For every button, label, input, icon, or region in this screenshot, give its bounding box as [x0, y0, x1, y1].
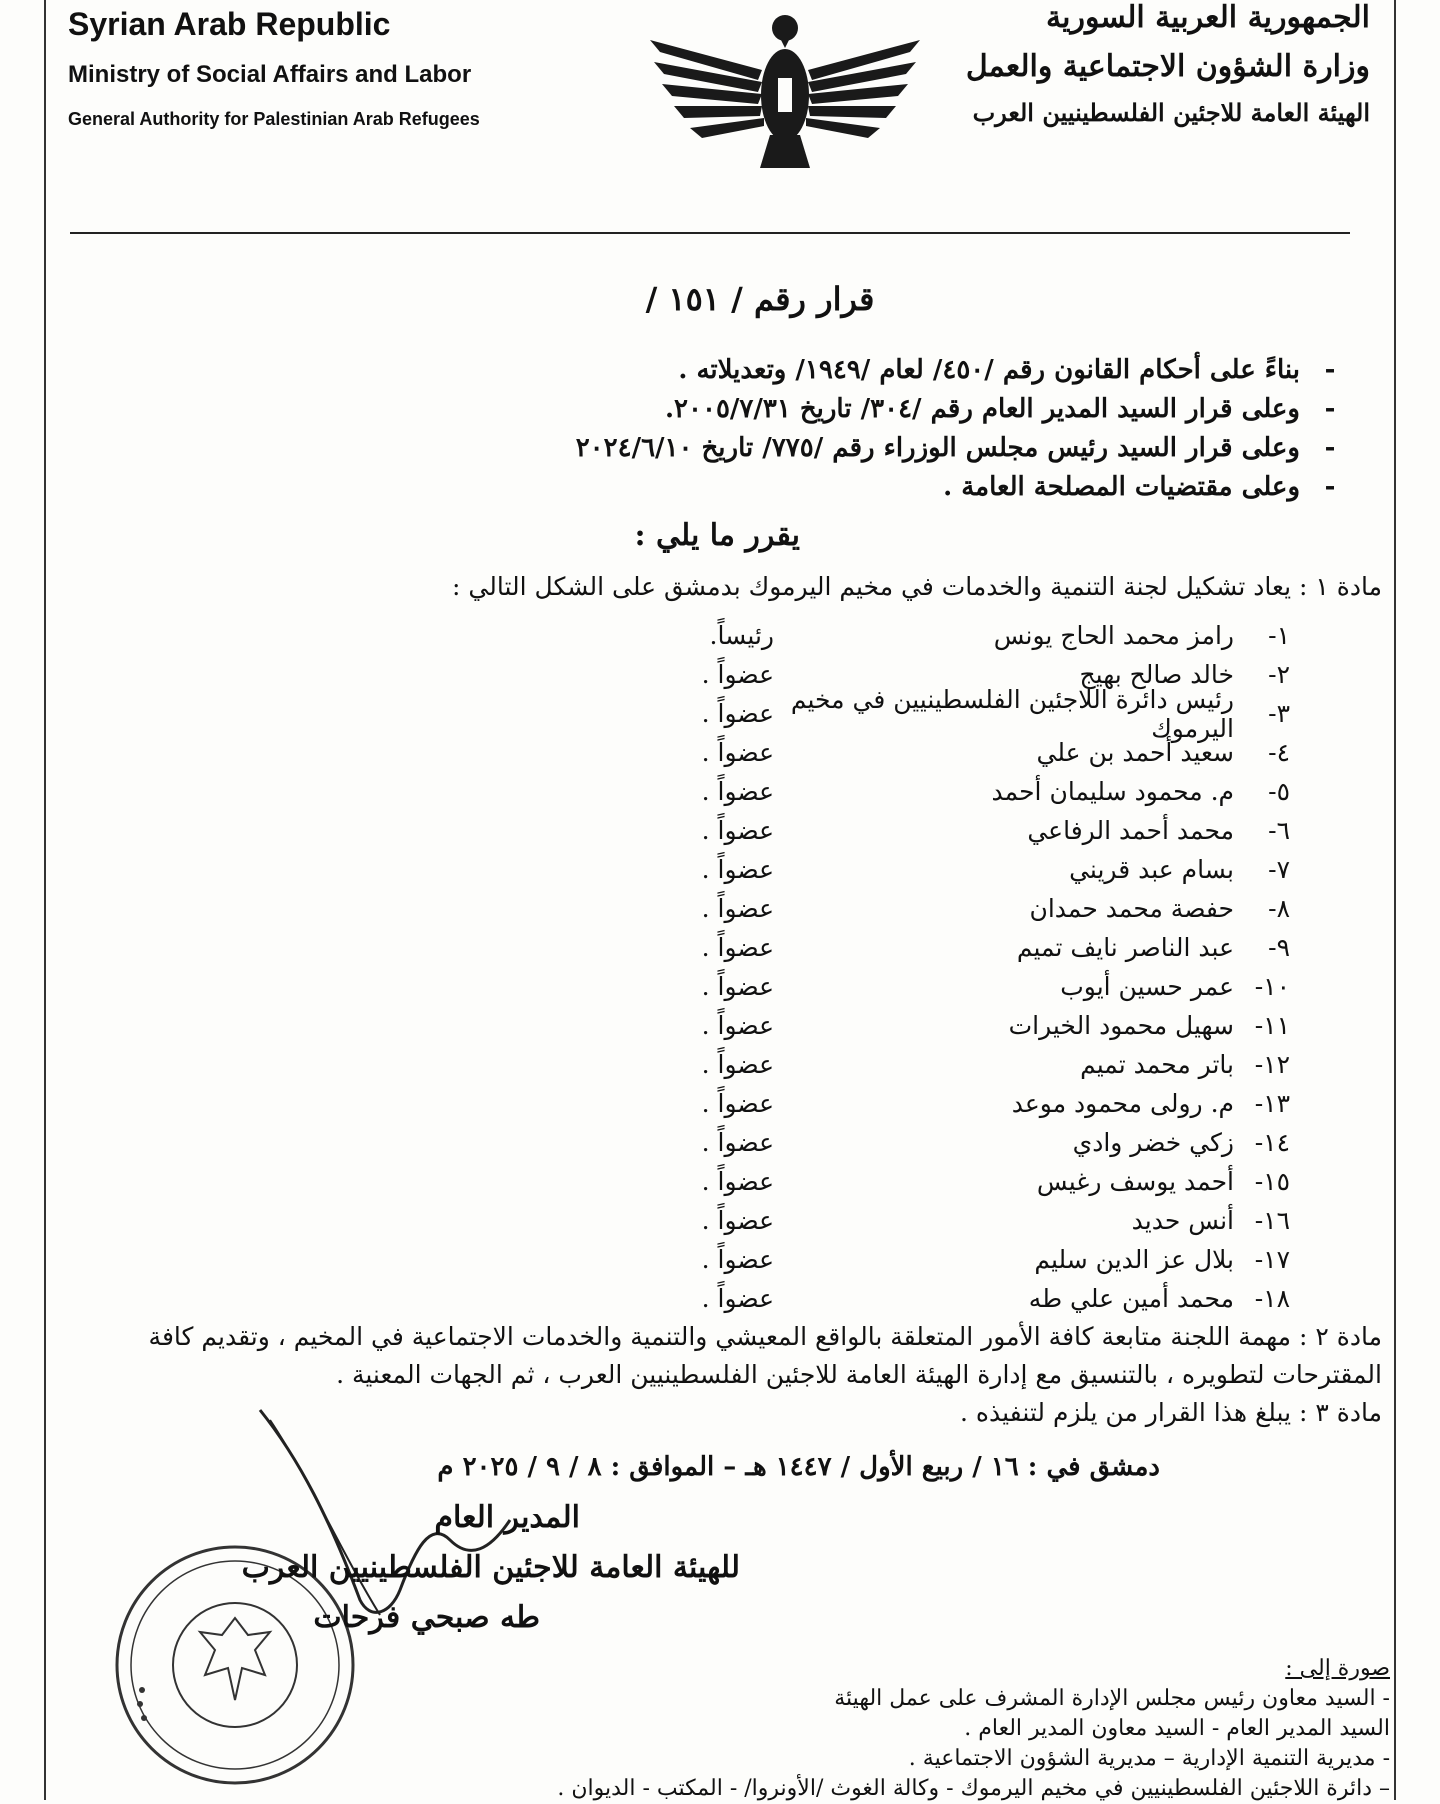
- member-number: ١٧-: [1254, 1245, 1290, 1274]
- member-number: ١٢-: [1254, 1050, 1290, 1079]
- member-number: ٩-: [1268, 933, 1290, 962]
- member-role: عضواً .: [701, 777, 774, 806]
- preamble-item: - بناءً على أحكام القانون رقم /٤٥٠/ لعام /١٩٤٩/ وتعديلاته .: [678, 354, 1336, 385]
- member-role: رئيساً.: [709, 621, 774, 650]
- member-role: عضواً .: [701, 1011, 774, 1040]
- signatory-name: طه صبحي فرحات: [313, 1600, 540, 1635]
- member-row: [530, 616, 1290, 655]
- eagle-emblem-icon: [640, 0, 930, 170]
- member-name: م. رولى محمود موعد: [1011, 1089, 1234, 1118]
- member-role: عضواً .: [701, 1050, 774, 1079]
- member-number: ١١-: [1254, 1011, 1290, 1040]
- member-row: [530, 1084, 1290, 1123]
- member-name: أحمد يوسف رغيس: [1036, 1167, 1234, 1196]
- signatory-title: المدير العام: [434, 1500, 580, 1535]
- member-row: [530, 1240, 1290, 1279]
- member-number: ١٥-: [1254, 1167, 1290, 1196]
- signature-block: [120, 1500, 740, 1650]
- member-row: [530, 733, 1290, 772]
- member-role: عضواً .: [701, 660, 774, 689]
- member-row: [530, 811, 1290, 850]
- copies-heading: صورة إلى :: [1285, 1656, 1390, 1681]
- member-number: ١٤-: [1254, 1128, 1290, 1157]
- member-name: حفصة محمد حمدان: [1029, 894, 1234, 923]
- member-role: عضواً .: [701, 933, 774, 962]
- member-role: عضواً .: [701, 1128, 774, 1157]
- member-row: [530, 1045, 1290, 1084]
- copies-line: – دائرة اللاجئين الفلسطينيين في مخيم اليرموك - وكالة الغوث /الأونروا/ - المكتب - الديوان .: [557, 1776, 1390, 1801]
- member-number: ١٦-: [1254, 1206, 1290, 1235]
- member-number: ١٠-: [1254, 972, 1290, 1001]
- country-en: Syrian Arab Republic: [68, 6, 391, 42]
- member-name: رئيس دائرة اللاجئين الفلسطينيين في مخيم اليرموك: [790, 684, 1234, 743]
- decision-title: قرار رقم / ١٥١ /: [645, 280, 875, 318]
- member-name: بسام عبد قريني: [1069, 855, 1234, 884]
- letterhead-arabic: [966, 0, 1370, 127]
- member-row: [530, 967, 1290, 1006]
- member-role: عضواً .: [701, 1284, 774, 1313]
- member-role: عضواً .: [701, 972, 774, 1001]
- letterhead-english: [68, 6, 480, 130]
- member-row: [530, 684, 1290, 743]
- ministry-ar: وزارة الشؤون الاجتماعية والعمل: [965, 49, 1370, 84]
- member-name: سعيد أحمد بن علي: [1036, 738, 1234, 767]
- member-row: [530, 1123, 1290, 1162]
- preamble-item: - وعلى قرار السيد المدير العام رقم /٣٠٤/ تاريخ ٢٠٠٥/٧/٣١.: [664, 393, 1336, 424]
- member-name: محمد أمين علي طه: [1028, 1284, 1234, 1313]
- copies-to: [40, 1654, 1390, 1804]
- decides-heading: يقرر ما يلي :: [634, 518, 800, 553]
- page-border-left: [44, 0, 46, 1800]
- member-row: [530, 1279, 1290, 1318]
- member-number: ٤-: [1268, 738, 1290, 767]
- member-name: محمد أحمد الرفاعي: [1027, 816, 1234, 845]
- member-role: عضواً .: [701, 738, 774, 767]
- member-number: ٣-: [1268, 699, 1290, 728]
- member-row: [530, 1162, 1290, 1201]
- preamble-item: - وعلى قرار السيد رئيس مجلس الوزراء رقم /٧٧٥/ تاريخ ٢٠٢٤/٦/١٠: [575, 432, 1336, 463]
- member-row: [530, 1006, 1290, 1045]
- member-number: ١٣-: [1254, 1089, 1290, 1118]
- article-1: مادة ١ : يعاد تشكيل لجنة التنمية والخدمات في مخيم اليرموك بدمشق على الشكل التالي :: [452, 572, 1382, 601]
- preamble-item: - وعلى مقتضيات المصلحة العامة .: [943, 471, 1336, 502]
- preamble-list: [160, 350, 1360, 506]
- member-name: عبد الناصر نايف تميم: [1016, 933, 1234, 962]
- member-role: عضواً .: [701, 699, 774, 728]
- member-row: [530, 1201, 1290, 1240]
- member-name: عمر حسين أيوب: [1060, 972, 1234, 1001]
- member-row: [530, 772, 1290, 811]
- member-role: عضواً .: [701, 1245, 774, 1274]
- article-3: مادة ٣ : يبلغ هذا القرار من يلزم لتنفيذه .: [960, 1398, 1382, 1427]
- member-name: سهيل محمود الخيرات: [1008, 1011, 1234, 1040]
- member-row: [530, 928, 1290, 967]
- country-ar: الجمهورية العربية السورية: [1046, 0, 1370, 35]
- member-number: ٧-: [1268, 855, 1290, 884]
- header-divider: [70, 232, 1350, 234]
- member-role: عضواً .: [701, 816, 774, 845]
- signatory-org: للهيئة العامة للاجئين الفلسطينيين العرب: [241, 1550, 740, 1585]
- member-name: م. محمود سليمان أحمد: [991, 777, 1234, 806]
- copies-line: - مديرية التنمية الإدارية – مديرية الشؤون الاجتماعية .: [908, 1746, 1390, 1771]
- member-number: ٦-: [1268, 816, 1290, 845]
- copies-line: السيد المدير العام - السيد معاون المدير العام .: [964, 1716, 1390, 1741]
- member-row: [530, 889, 1290, 928]
- copies-line: - السيد معاون رئيس مجلس الإدارة المشرف على عمل الهيئة: [834, 1686, 1390, 1711]
- member-name: خالد صالح بهيج: [1079, 660, 1234, 689]
- member-row: [530, 850, 1290, 889]
- member-name: رامز محمد الحاج يونس: [993, 621, 1234, 650]
- members-list: [530, 616, 1290, 1318]
- date-line: دمشق في : ١٦ / ربيع الأول / ١٤٤٧ هـ – الموافق : ٨ / ٩ / ٢٠٢٥ م: [437, 1452, 1160, 1482]
- member-number: ١٨-: [1254, 1284, 1290, 1313]
- member-name: زكي خضر وادي: [1072, 1128, 1234, 1157]
- authority-en: General Authority for Palestinian Arab Refugees: [68, 109, 480, 129]
- member-name: أنس حديد: [1131, 1206, 1234, 1235]
- authority-ar: الهيئة العامة للاجئين الفلسطينيين العرب: [972, 98, 1370, 127]
- ministry-en: Ministry of Social Affairs and Labor: [68, 61, 472, 88]
- member-role: عضواً .: [701, 855, 774, 884]
- member-number: ١-: [1268, 621, 1290, 650]
- member-role: عضواً .: [701, 1206, 774, 1235]
- member-number: ٥-: [1268, 777, 1290, 806]
- member-number: ٢-: [1268, 660, 1290, 689]
- page-border-right: [1394, 0, 1396, 1800]
- article-2: مادة ٢ : مهمة اللجنة متابعة كافة الأمور المتعلقة بالواقع المعيشي والتنمية والخدمات الاجتماعية في المخيم ، وتقديم كافة المقترحات لتطويره ، بالتنسيق مع إدارة الهيئة العامة للاجئين الفلسطينيين العرب ، ثم الجهات المعنية .: [148, 1322, 1382, 1389]
- member-number: ٨-: [1268, 894, 1290, 923]
- member-role: عضواً .: [701, 894, 774, 923]
- member-role: عضواً .: [701, 1167, 774, 1196]
- member-name: باتر محمد تميم: [1080, 1050, 1234, 1079]
- member-name: بلال عز الدين سليم: [1034, 1245, 1234, 1274]
- member-role: عضواً .: [701, 1089, 774, 1118]
